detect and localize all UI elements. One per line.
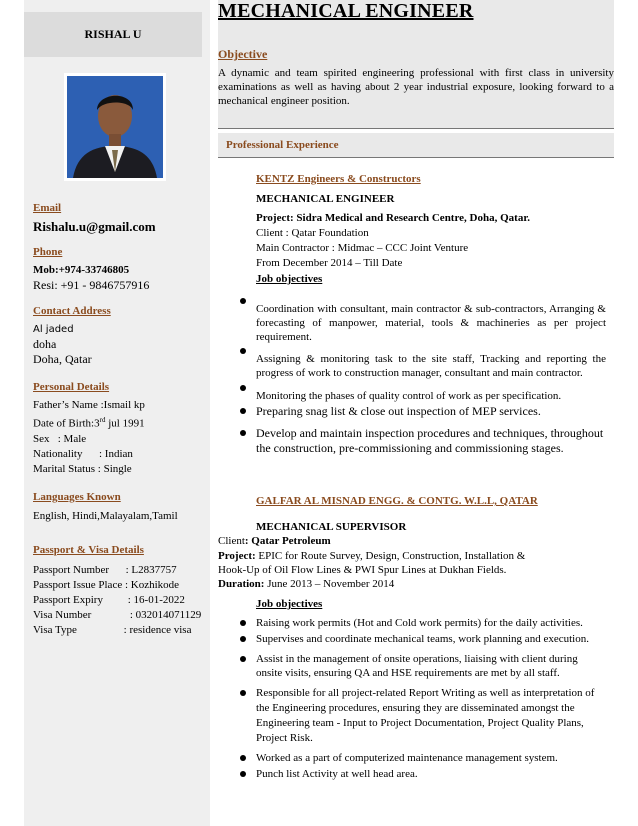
job1-project: Project: Sidra Medical and Research Centre, Doha, Qatar. xyxy=(256,212,530,224)
residence-number: Resi: +91 - 9846757916 xyxy=(33,278,150,292)
job2-client: Client: Qatar Petroleum xyxy=(218,535,331,547)
email-section xyxy=(33,201,156,234)
marital-status: Marital Status : Single xyxy=(33,462,132,475)
job2-duration: Duration: June 2013 – November 2014 xyxy=(218,578,395,590)
personal-section xyxy=(33,380,145,477)
visa-type-row: Visa Type : residence visa xyxy=(33,624,192,636)
fathers-name: Father’s Name :Ismail kp xyxy=(33,399,145,411)
passport-heading: Passport & Visa Details xyxy=(33,544,144,556)
experience-heading-bar xyxy=(218,133,614,157)
address-line-3: Doha, Qatar xyxy=(33,352,92,366)
objective-heading: Objective xyxy=(218,47,268,61)
bullet-icon xyxy=(240,755,246,761)
job1-period: From December 2014 – Till Date xyxy=(256,257,403,269)
mobile-number: Mob:+974-33746805 xyxy=(33,264,130,276)
bullet-icon xyxy=(240,656,246,662)
divider xyxy=(218,157,614,158)
passport-number-row: Passport Number : L2837757 xyxy=(33,564,177,576)
job2-item: Punch list Activity at well head area. xyxy=(256,768,418,780)
email-heading: Email xyxy=(33,202,62,214)
person-photo-icon xyxy=(67,76,163,178)
job2-objectives-heading: Job objectives xyxy=(256,598,323,610)
job2-item: Supervises and coordinate mechanical teams, work planning and execution. xyxy=(256,633,589,645)
passport-section xyxy=(33,543,201,638)
phone-section xyxy=(33,245,149,293)
languages-section xyxy=(33,490,178,524)
bullet-icon xyxy=(240,690,246,696)
address-line-2: doha xyxy=(33,337,57,351)
job1-company: KENTZ Engineers & Constructors xyxy=(256,173,421,185)
job2-item: Responsible for all project-related Report Writing as well as interpretation of the Engineering procedures, ensuring they are disseminated amongst the Engineering team - Input to Project Documentation, Project Quality Plans, Project Risk. xyxy=(256,687,595,744)
divider xyxy=(218,128,614,129)
bullet-icon xyxy=(240,771,246,777)
address-line-1: Al jaded xyxy=(33,324,74,335)
bullet-icon xyxy=(240,430,246,436)
objective-text: A dynamic and team spirited engineering professional with first class in university examinations as well as having about 2 year industrial exposure, looking forward to a mechanical engineer position. xyxy=(218,67,614,107)
job2-item: Raising work permits (Hot and Cold work permits) for the daily activities. xyxy=(256,617,583,629)
bullet-icon xyxy=(240,636,246,642)
job1-role: MECHANICAL ENGINEER xyxy=(256,193,395,205)
profile-photo xyxy=(64,73,166,181)
job1-item: Develop and maintain inspection procedures and techniques, throughout the construction, pre-commissioning and commissioning stages. xyxy=(256,426,604,455)
personal-heading: Personal Details xyxy=(33,381,110,393)
passport-expiry-row: Passport Expiry : 16-01-2022 xyxy=(33,594,185,606)
email-value: Rishalu.u@gmail.com xyxy=(33,219,156,234)
experience-heading: Professional Experience xyxy=(226,139,339,151)
job1-client: Client : Qatar Foundation xyxy=(256,227,369,239)
job2-item: Assist in the management of onsite operations, liaising with client during onsite visits, ensuring QA and HSE requirements are met by all staff. xyxy=(256,653,578,679)
bullet-icon xyxy=(240,298,246,304)
bullet-icon xyxy=(240,620,246,626)
job1-item: Preparing snag list & close out inspection of MEP services. xyxy=(256,404,541,418)
visa-number-row: Visa Number : 032014071129 xyxy=(33,609,202,621)
candidate-name: RISHAL U xyxy=(24,12,202,57)
bullet-icon xyxy=(240,348,246,354)
job1-item: Monitoring the phases of quality control of work as per specification. xyxy=(256,390,562,402)
page-title: MECHANICAL ENGINEER xyxy=(218,0,474,22)
languages-heading: Languages Known xyxy=(33,491,121,503)
date-of-birth: Date of Birth:3rd jul 1991 xyxy=(33,416,145,430)
nationality: Nationality : Indian xyxy=(33,447,133,460)
job1-item: Assigning & monitoring task to the site staff, Tracking and reporting the progress of work to construction manager, consultant and main contractor. xyxy=(256,353,606,379)
contact-heading: Contact Address xyxy=(33,305,111,317)
contact-section xyxy=(33,304,111,367)
job1-contractor: Main Contractor : Midmac – CCC Joint Venture xyxy=(256,242,469,254)
phone-heading: Phone xyxy=(33,246,63,258)
job2-item: Worked as a part of computerized maintenance management system. xyxy=(256,752,558,764)
passport-issue-row: Passport Issue Place : Kozhikode xyxy=(33,579,180,591)
job2-company: GALFAR AL MISNAD ENGG. & CONTG. W.L.L, QATAR xyxy=(256,495,538,507)
languages-value: English, Hindi,Malayalam,Tamil xyxy=(33,510,178,522)
bullet-icon xyxy=(240,385,246,391)
bullet-icon xyxy=(240,408,246,414)
job1-item: Coordination with consultant, main contractor & sub-contractors, Arranging & forecasting of manpower, material, tools & machineries as per project requirement. xyxy=(256,303,606,343)
job1-objectives-heading: Job objectives xyxy=(256,273,323,285)
job2-project: Project: EPIC for Route Survey, Design, Construction, Installation & Hook-Up of Oil Flow Lines & PWI Spur Lines at Dukhan Fields. xyxy=(218,550,526,576)
sex: Sex : Male xyxy=(33,432,87,445)
job2-role: MECHANICAL SUPERVISOR xyxy=(256,521,407,533)
